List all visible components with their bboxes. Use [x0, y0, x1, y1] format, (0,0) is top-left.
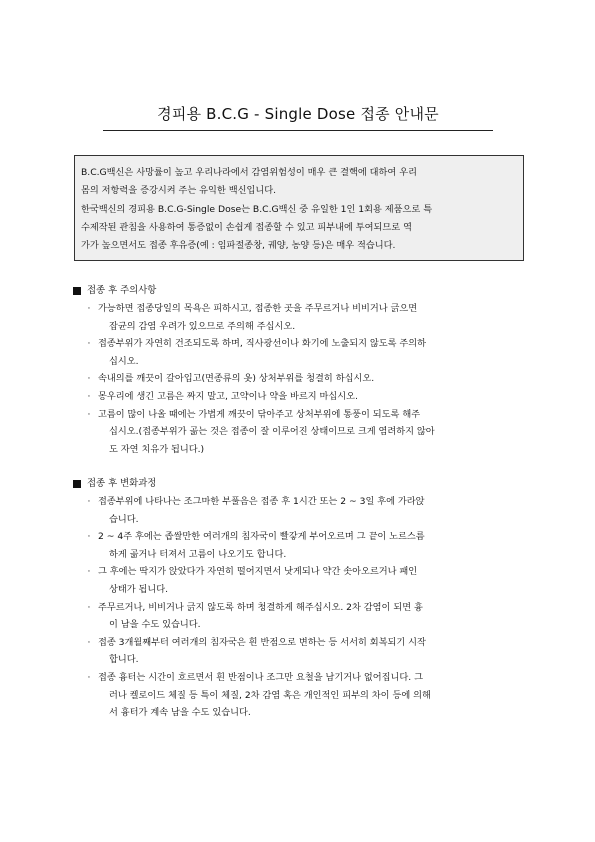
intro-line: 한국백신의 경피용 B.C.G-Single Dose는 B.C.G백신 중 유일한 1인 1회용 제품으로 특 [81, 203, 433, 215]
item-line: 합니다. [109, 654, 139, 666]
list-item [72, 335, 532, 370]
list-item [72, 528, 532, 563]
list-item [72, 300, 532, 335]
middle-dot-icon: · [87, 531, 91, 543]
item-line: 접종 3개월째부터 여러개의 침자국은 흰 반점으로 변하는 등 서서히 회복되기 시작 [98, 636, 426, 648]
list-item [72, 406, 532, 459]
list-item [72, 493, 532, 528]
section-heading [72, 282, 532, 300]
item-line: 접종부위에 나타나는 조그마한 부풀음은 접종 후 1시간 또는 2 ~ 3일 후에 가라앉 [98, 496, 425, 507]
item-line: 접종부위가 자연히 건조되도록 하며, 직사광선이나 화기에 노출되지 않도록 주의하 [98, 338, 427, 350]
middle-dot-icon: · [87, 671, 91, 683]
item-line: 십시오. [109, 355, 139, 367]
middle-dot-icon: · [87, 338, 91, 350]
list-item [72, 563, 532, 598]
item-line: 가능하면 접종당일의 목욕은 피하시고, 접종한 곳을 주무르거나 비비거나 긁으면 [98, 303, 418, 314]
list-item [72, 634, 532, 669]
item-line: 하게 곪거나 터져서 고름이 나오기도 합니다. [109, 548, 287, 560]
item-line: 러나 켈로이드 체질 등 특이 체질, 2차 감염 혹은 개인적인 피부의 차이 등에 의해 [109, 689, 431, 701]
title-underline [103, 130, 493, 131]
middle-dot-icon: · [87, 373, 91, 385]
intro-line: 수제작된 관침을 사용하여 통증없이 손쉽게 접종할 수 있고 피부내에 투여되므로 역 [81, 221, 412, 233]
section-precautions [72, 282, 532, 458]
intro-line: 가가 높으면서도 접종 후유증(예 : 임파절종창, 궤양, 농양 등)은 매우 적습니다. [81, 240, 396, 252]
item-line: 상태가 됩니다. [109, 583, 169, 595]
intro-line: B.C.G백신은 사망률이 높고 우리나라에서 감염위험성이 매우 큰 결핵에 대하여 우리 [81, 167, 417, 178]
section-heading-text: 접종 후 주의사항 [87, 285, 157, 296]
item-line: 주무르거나, 비비거나 긁지 않도록 하며 청결하게 해주십시오. 2차 감염이 되면 흉 [98, 601, 423, 613]
middle-dot-icon: · [87, 303, 91, 314]
intro-box [74, 155, 524, 261]
section-heading [72, 475, 532, 493]
black-square-icon [73, 287, 81, 295]
list-item [72, 669, 532, 722]
intro-line: 몸의 저항력을 증강시켜 주는 유익한 백신입니다. [81, 185, 277, 197]
item-line: 서 흉터가 계속 남을 수도 있습니다. [109, 707, 251, 719]
item-line: 십시오.(접종부위가 곪는 것은 접종이 잘 이루어진 상태이므로 크게 염려하지 않아 [109, 426, 435, 438]
middle-dot-icon: · [87, 636, 91, 648]
middle-dot-icon: · [87, 390, 91, 402]
document-title: 경피용 B.C.G - Single Dose 접종 안내문 [157, 105, 439, 123]
middle-dot-icon: · [87, 408, 91, 420]
list-item [72, 370, 532, 388]
item-line: 도 자연 치유가 됩니다.) [109, 443, 205, 455]
section-heading-text: 접종 후 변화과정 [87, 478, 157, 489]
item-line: 고름이 많이 나올 때에는 가볍게 깨끗이 닦아주고 상처부위에 통풍이 되도록 해주 [98, 408, 421, 420]
section-changes [72, 475, 532, 722]
item-line: 잡균의 감염 우려가 있으므로 주의해 주십시오. [109, 320, 296, 332]
item-line: 이 남을 수도 있습니다. [109, 619, 201, 631]
list-item [72, 599, 532, 634]
black-square-icon [73, 480, 81, 488]
item-line: 2 ~ 4주 후에는 좁쌀만한 여러개의 침자국이 빨갛게 부어오르며 그 끝이 노르스름 [98, 531, 425, 543]
item-line: 접종 흉터는 시간이 흐르면서 흰 반점이나 조그만 요철을 남기거나 없어집니다. 그 [98, 671, 424, 683]
item-line: 속내의를 깨끗이 갈아입고(면종류의 옷) 상처부위를 청결히 하십시오. [98, 373, 375, 385]
middle-dot-icon: · [87, 566, 91, 578]
item-line: 습니다. [109, 513, 139, 525]
middle-dot-icon: · [87, 601, 91, 613]
list-item [72, 388, 532, 406]
item-line: 그 후에는 딱지가 앉았다가 자연히 떨어지면서 낫게되나 약간 솟아오르거나 패인 [98, 566, 418, 578]
middle-dot-icon: · [87, 496, 91, 507]
item-line: 몽우리에 생긴 고름은 짜지 말고, 고약이나 약을 바르지 마십시오. [98, 390, 358, 402]
